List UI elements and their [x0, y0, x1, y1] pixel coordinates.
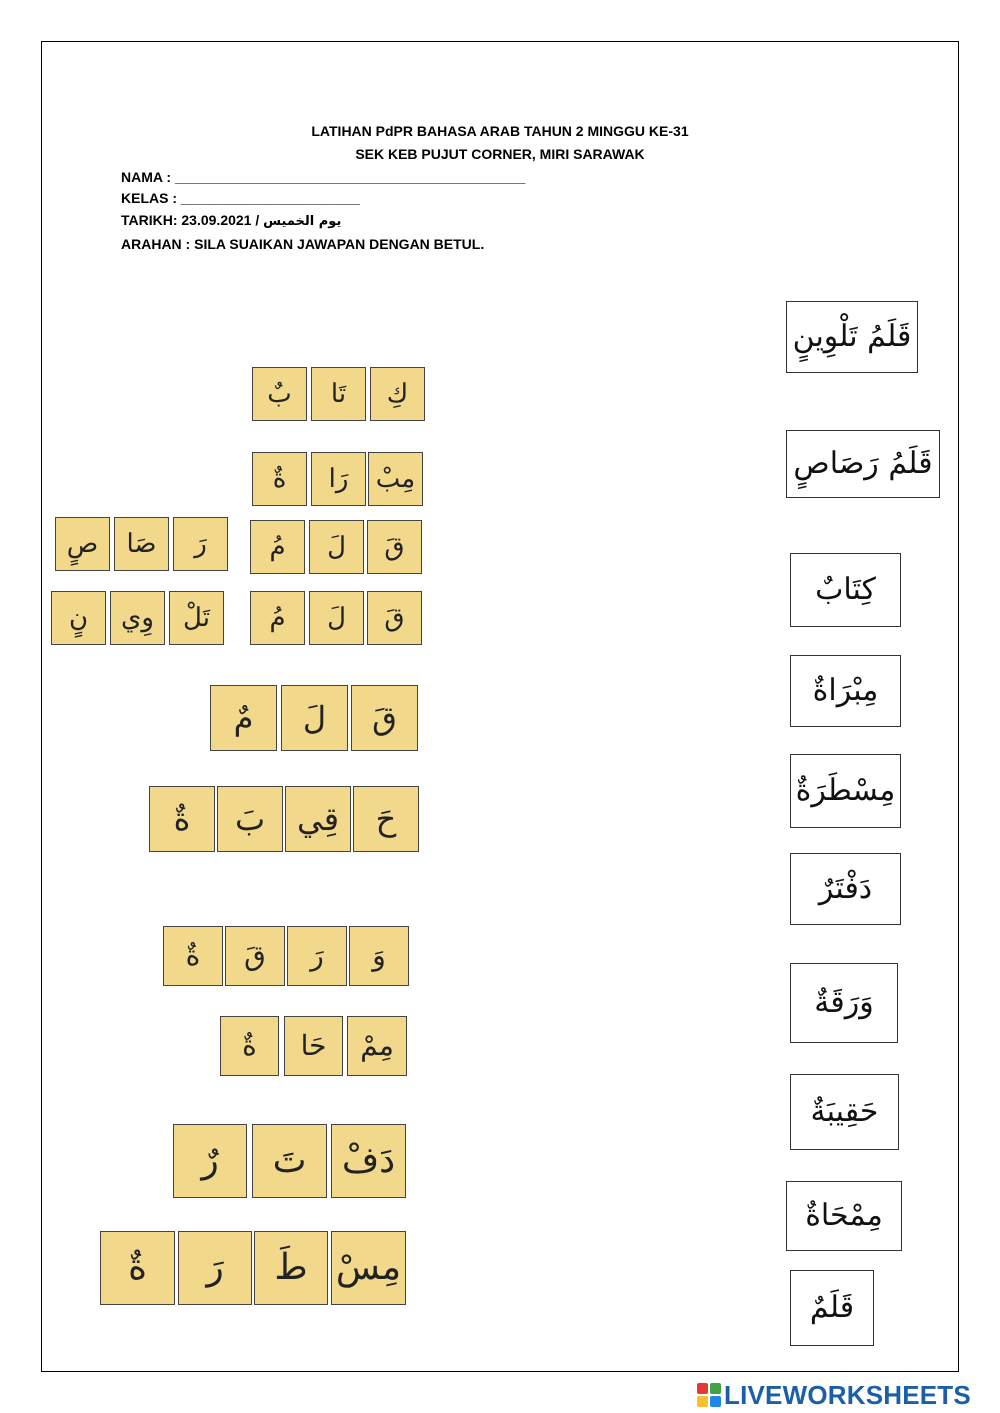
answer-word-box[interactable]: مِسْطَرَةٌ	[790, 754, 901, 828]
syllable-tile[interactable]: رٌ	[173, 1124, 247, 1198]
syllable-tile[interactable]: قَ	[351, 685, 418, 751]
logo-square-green	[710, 1383, 721, 1394]
school-name: SEK KEB PUJUT CORNER, MIRI SARAWAK	[355, 146, 645, 162]
instruction-text: ARAHAN : SILA SUAIKAN JAWAPAN DENGAN BETUL.	[121, 236, 485, 252]
syllable-tile[interactable]: مِمْ	[347, 1016, 407, 1076]
syllable-tile[interactable]: حَ	[353, 786, 419, 852]
syllable-tile[interactable]: لَ	[309, 591, 364, 645]
syllable-tile[interactable]: حَا	[284, 1016, 343, 1076]
syllable-tile[interactable]: مٌ	[210, 685, 277, 751]
liveworksheets-logo-icon	[697, 1383, 721, 1407]
syllable-tile[interactable]: نٍ	[51, 591, 106, 645]
syllable-tile[interactable]: ةٌ	[100, 1231, 175, 1305]
date-arabic-day: يوم الخميس	[263, 214, 342, 229]
syllable-tile[interactable]: قَ	[225, 926, 285, 986]
answer-word-box[interactable]: وَرَقَةٌ	[790, 963, 898, 1043]
syllable-tile[interactable]: رَ	[173, 517, 228, 571]
syllable-tile[interactable]: رَا	[311, 452, 366, 506]
answer-word-box[interactable]: قَلَمُ رَصَاصٍ	[786, 430, 940, 498]
syllable-tile[interactable]: مُ	[250, 591, 305, 645]
syllable-tile[interactable]: طَ	[254, 1231, 328, 1305]
brand-name: LIVEWORKSHEETS	[724, 1379, 971, 1410]
liveworksheets-brand[interactable]	[697, 1378, 997, 1412]
syllable-tile[interactable]: صَا	[114, 517, 169, 571]
syllable-tile[interactable]: صٍ	[55, 517, 110, 571]
syllable-tile[interactable]: وِي	[110, 591, 165, 645]
syllable-tile[interactable]: بٌ	[252, 367, 307, 421]
syllable-tile[interactable]: لَ	[309, 520, 364, 574]
syllable-tile[interactable]: تَ	[252, 1124, 327, 1198]
answer-word-box[interactable]: مِمْحَاةٌ	[786, 1181, 902, 1251]
syllable-tile[interactable]: مِبْ	[368, 452, 423, 506]
answer-word-box[interactable]: حَقِيبَةٌ	[790, 1074, 899, 1150]
answer-word-box[interactable]: دَفْتَرٌ	[790, 853, 901, 925]
syllable-tile[interactable]: دَفْ	[331, 1124, 406, 1198]
syllable-tile[interactable]: لَ	[281, 685, 348, 751]
logo-square-yellow	[697, 1396, 708, 1407]
syllable-tile[interactable]: ةٌ	[220, 1016, 279, 1076]
syllable-tile[interactable]: مِسْ	[331, 1231, 406, 1305]
answer-word-box[interactable]: قَلَمُ تَلْوِينٍ	[786, 301, 918, 373]
syllable-tile[interactable]: قِي	[285, 786, 351, 852]
logo-square-blue	[710, 1396, 721, 1407]
syllable-tile[interactable]: ةٌ	[163, 926, 223, 986]
syllable-tile[interactable]: قَ	[367, 591, 422, 645]
syllable-tile[interactable]: كِ	[370, 367, 425, 421]
syllable-tile[interactable]: رَ	[178, 1231, 252, 1305]
syllable-tile[interactable]: ةٌ	[252, 452, 307, 506]
syllable-tile[interactable]: تَا	[311, 367, 366, 421]
syllable-tile[interactable]: رَ	[287, 926, 347, 986]
syllable-tile[interactable]: بَ	[217, 786, 283, 852]
syllable-tile[interactable]: مُ	[250, 520, 305, 574]
worksheet-title: LATIHAN PdPR BAHASA ARAB TAHUN 2 MINGGU KE-31	[311, 123, 689, 139]
date-label: TARIKH: 23.09.2021 /	[121, 212, 264, 228]
syllable-tile[interactable]: وَ	[349, 926, 409, 986]
answer-word-box[interactable]: قَلَمٌ	[790, 1270, 874, 1346]
class-field: KELAS : _______________________	[121, 190, 360, 206]
name-field: NAMA : _____________________________________________	[121, 169, 526, 185]
answer-word-box[interactable]: كِتَابٌ	[790, 553, 901, 627]
syllable-tile[interactable]: ةٌ	[149, 786, 215, 852]
syllable-tile[interactable]: قَ	[367, 520, 422, 574]
date-field	[121, 212, 341, 229]
answer-word-box[interactable]: مِبْرَاةٌ	[790, 655, 901, 727]
logo-square-red	[697, 1383, 708, 1394]
syllable-tile[interactable]: تَلْ	[169, 591, 224, 645]
